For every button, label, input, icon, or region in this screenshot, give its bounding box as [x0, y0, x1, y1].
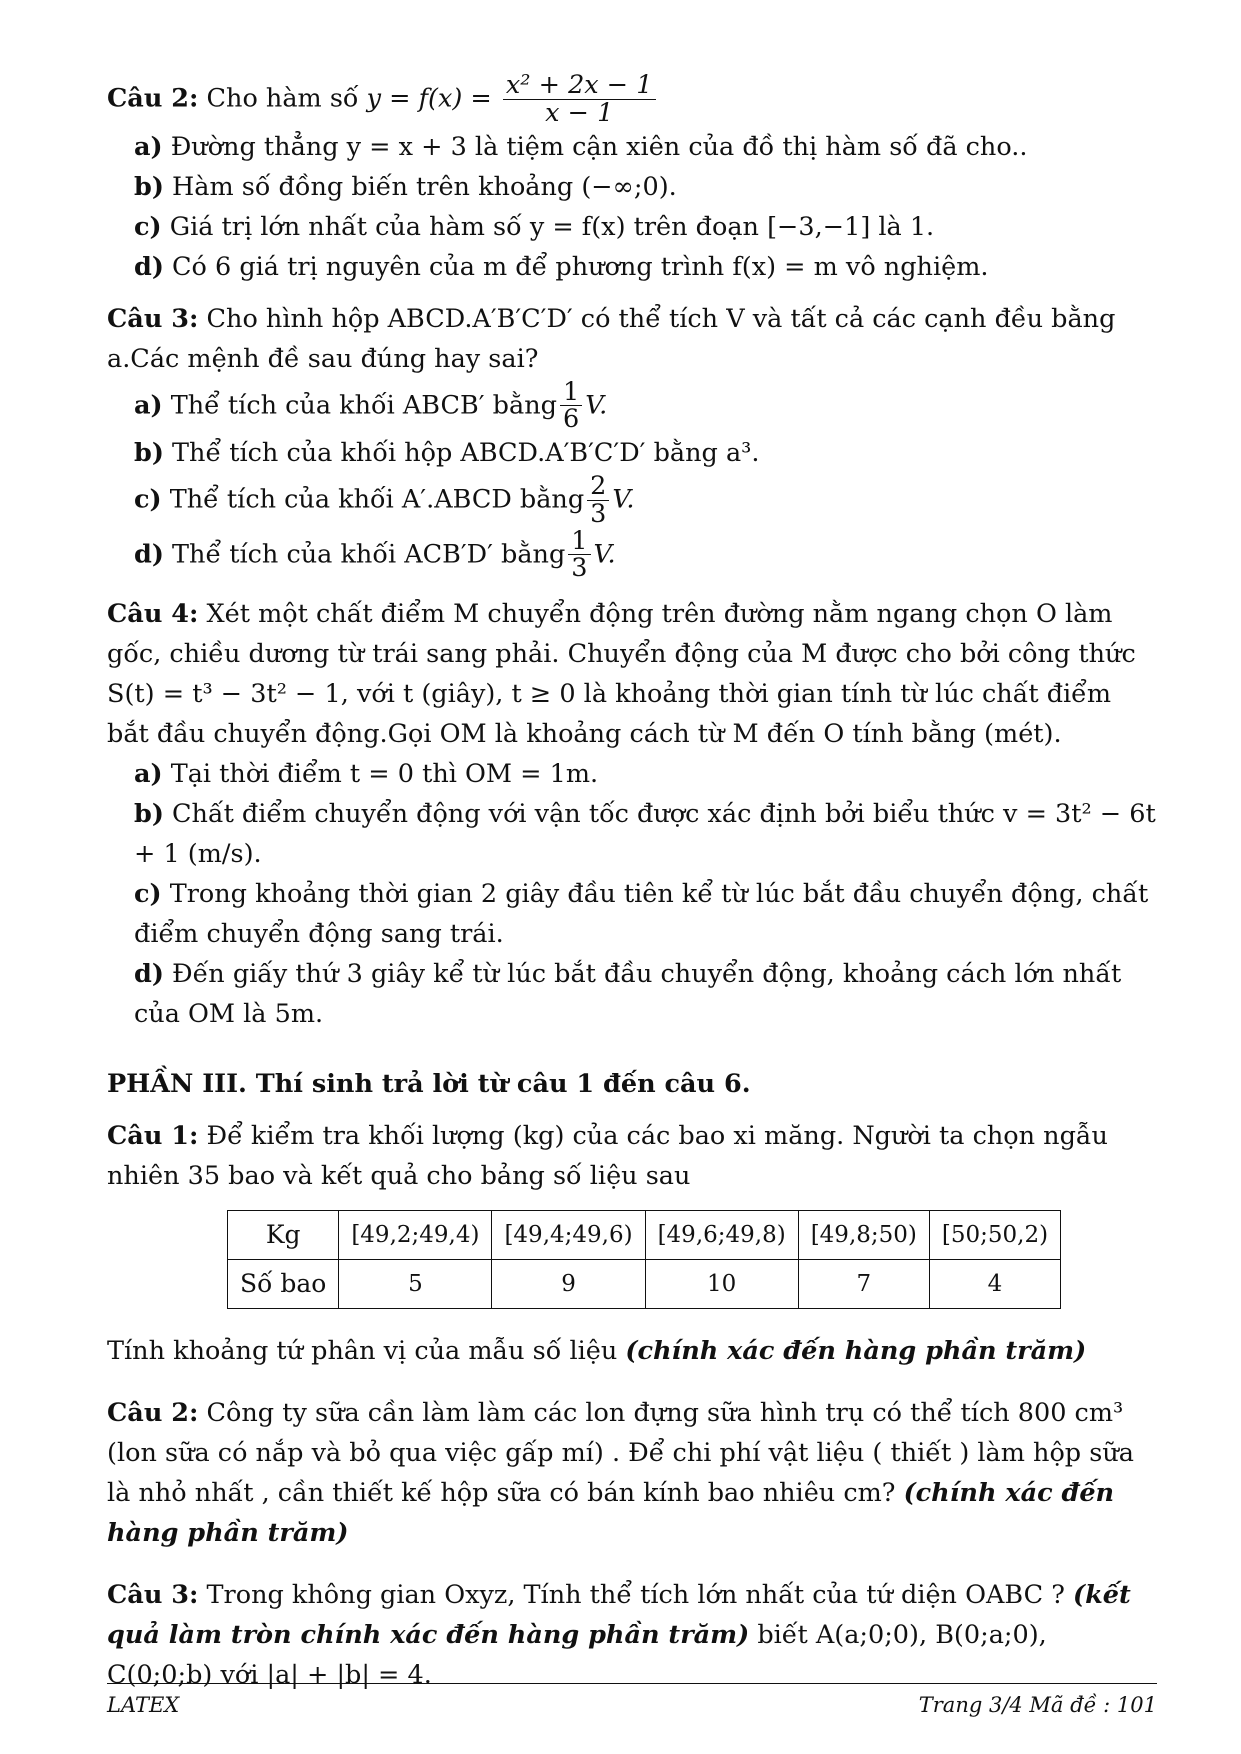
item-text-end: V.: [593, 538, 616, 569]
question-4: [107, 594, 1157, 754]
q2-item-b: [134, 167, 1157, 207]
function-fraction: [503, 72, 656, 127]
fraction-numerator: x² + 2x − 1: [503, 72, 656, 100]
question-text: Cho hình hộp ABCD.A′B′C′D′ có thể tích V và tất cả các cạnh đều bằng a.Các mệnh đề sau đúng hay sai?: [107, 303, 1116, 374]
precision-note: (kết quả làm tròn chính xác đến hàng phần trăm): [107, 1580, 1131, 1651]
item-text: Thể tích của khối A′.ABCD bằng: [169, 484, 585, 515]
table-cell: 5: [339, 1260, 492, 1309]
item-label: a): [134, 759, 163, 790]
question-label: Câu 2:: [107, 1398, 199, 1429]
question-text: Trong không gian Oxyz, Tính thể tích lớn nhất của tứ diện OABC ?: [206, 1580, 1065, 1611]
item-text: Có 6 giá trị nguyên của m để phương trình f(x) = m vô nghiệm.: [172, 251, 989, 282]
item-label: b): [134, 438, 164, 469]
fraction: [560, 376, 582, 435]
item-text: Đường thẳng y = x + 3 là tiệm cận xiên của đồ thị hàm số đã cho..: [170, 131, 1028, 162]
question-label: Câu 4:: [107, 599, 199, 630]
item-label: a): [134, 389, 163, 420]
fraction: [587, 473, 609, 528]
footer-latex-logo: LATEX: [107, 1693, 180, 1717]
question-2: [107, 72, 1157, 127]
table-cell: [50;50,2): [929, 1211, 1060, 1260]
question-label: Câu 3:: [107, 1580, 199, 1611]
item-text: Giá trị lớn nhất của hàm số y = f(x) trên đoạn [−3,−1] là 1.: [169, 211, 935, 242]
q3-item-a: [134, 376, 1157, 435]
table-cell: [49,6;49,8): [645, 1211, 798, 1260]
question-3: [107, 299, 1157, 379]
p3-question-1-ask: [107, 1331, 1157, 1371]
item-label: d): [134, 959, 164, 990]
item-label: c): [134, 211, 162, 242]
footer-page-info: Trang 3/4 Mã đề : 101: [918, 1693, 1157, 1717]
page-content: [107, 72, 1157, 1695]
question-text-end: biết A(a;0;0), B(0;a;0), C(0;0;b) với |a| + |b| = 4.: [107, 1620, 1047, 1691]
q3-item-c: [134, 473, 1157, 528]
item-label: d): [134, 538, 164, 569]
item-text: Chất điểm chuyển động với vận tốc được xác định bởi biểu thức v = 3t² − 6t + 1 (m/s).: [134, 799, 1156, 870]
q2-item-c: [134, 207, 1157, 247]
function-lhs: y = f(x) =: [366, 83, 492, 114]
q4-item-a: [134, 754, 1157, 794]
row-header: Số bao: [228, 1260, 339, 1309]
p3-question-2: [107, 1393, 1157, 1553]
q3-item-d: [134, 525, 1157, 584]
item-text-end: V.: [585, 389, 608, 420]
item-text: Đến giấy thứ 3 giây kể từ lúc bắt đầu chuyển động, khoảng cách lớn nhất của OM là 5m.: [134, 959, 1122, 1030]
q2-item-d: [134, 247, 1157, 287]
footer-divider: [107, 1683, 1157, 1684]
item-text: Thể tích của khối ABCB′ bằng: [170, 389, 557, 420]
fraction-denominator: x − 1: [545, 97, 614, 128]
question-label: Câu 2:: [107, 83, 199, 114]
item-label: a): [134, 131, 163, 162]
fraction-denominator: 6: [562, 404, 580, 435]
question-intro: Cho hàm số: [206, 83, 359, 114]
question-label: Câu 1:: [107, 1121, 199, 1152]
fraction-numerator: 1: [560, 379, 582, 407]
fraction-denominator: 3: [590, 498, 607, 529]
fraction-numerator: 1: [568, 528, 590, 556]
fraction-numerator: 2: [587, 473, 609, 501]
q4-item-b: [134, 794, 1157, 874]
item-label: b): [134, 171, 164, 202]
question-text: Xét một chất điểm M chuyển động trên đường nằm ngang chọn O làm gốc, chiều dương từ trái sang phải. Chuyển động của M được cho bởi công thức S(t) = t³ − 3t² − 1, với t (giây), t ≥ 0 là khoảng thời gian tính từ lúc chất điểm bắt đầu chuyển động.Gọi OM là khoảng cách từ M đến O tính bằng (mét).: [107, 599, 1136, 750]
table-cell: [49,8;50): [798, 1211, 929, 1260]
question-text: Tính khoảng tứ phân vị của mẫu số liệu: [107, 1336, 618, 1367]
q4-item-c: [134, 874, 1157, 954]
q4-item-d: [134, 954, 1157, 1034]
item-text: Thể tích của khối ACB′D′ bằng: [172, 538, 566, 569]
item-text: Thể tích của khối hộp ABCD.A′B′C′D′ bằng a³.: [172, 438, 760, 469]
item-text: Trong khoảng thời gian 2 giây đầu tiên kể từ lúc bắt đầu chuyển động, chất điểm chuyển động sang trái.: [134, 879, 1149, 950]
precision-note: (chính xác đến hàng phần trăm): [107, 1478, 1115, 1549]
table-cell: 10: [645, 1260, 798, 1309]
table-row: [228, 1211, 1061, 1260]
fraction-denominator: 3: [571, 553, 588, 584]
table-row: [228, 1260, 1061, 1309]
item-label: c): [134, 879, 162, 910]
table-cell: 4: [929, 1260, 1060, 1309]
p3-question-3: [107, 1575, 1157, 1695]
item-text-end: V.: [612, 484, 635, 515]
item-label: c): [134, 484, 162, 515]
q2-item-a: [134, 127, 1157, 167]
table-cell: 7: [798, 1260, 929, 1309]
section-heading: PHẦN III. Thí sinh trả lời từ câu 1 đến câu 6.: [107, 1069, 751, 1100]
row-header: Kg: [228, 1211, 339, 1260]
fraction: [568, 525, 590, 584]
item-text: Hàm số đồng biến trên khoảng (−∞;0).: [172, 171, 677, 202]
item-label: d): [134, 251, 164, 282]
table-cell: [49,2;49,4): [339, 1211, 492, 1260]
table-cell: 9: [492, 1260, 645, 1309]
data-table: [227, 1210, 1061, 1309]
question-text: Công ty sữa cần làm làm các lon đựng sữa hình trụ có thể tích 800 cm³ (lon sữa có nắp và bỏ qua việc gấp mí) . Để chi phí vật liệu ( thiết ) làm hộp sữa là nhỏ nhất , cần thiết kế hộp sữa có bán kính bao nhiêu cm?: [107, 1398, 1134, 1509]
question-label: Câu 3:: [107, 303, 199, 334]
question-text: Để kiểm tra khối lượng (kg) của các bao xi măng. Người ta chọn ngẫu nhiên 35 bao và kết quả cho bảng số liệu sau: [107, 1121, 1108, 1192]
q3-item-b: [134, 433, 1157, 473]
precision-note: (chính xác đến hàng phần trăm): [625, 1336, 1087, 1367]
p3-question-1: [107, 1116, 1157, 1196]
table-cell: [49,4;49,6): [492, 1211, 645, 1260]
item-text: Tại thời điểm t = 0 thì OM = 1m.: [170, 759, 599, 790]
item-label: b): [134, 799, 164, 830]
